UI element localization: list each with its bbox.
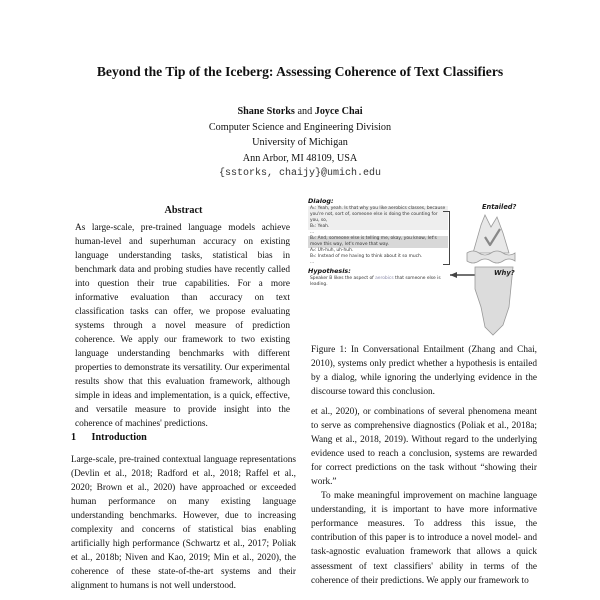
hypothesis-post: that someone else is leading. — [310, 276, 441, 287]
why-label: Why? — [494, 269, 515, 277]
paper-title: Beyond the Tip of the Iceberg: Assessing Coherence of Text Classifiers — [96, 64, 504, 79]
dialog-turn: B₃: Instead of me having to think about it so much. — [310, 254, 423, 259]
author-1: Shane Storks — [237, 106, 295, 117]
dialog-turn: A₁: Yeah, yeah. Is that why you like aerobics classes, because you're not, sort of, someone else is doing the counting for you, so, — [308, 206, 448, 224]
hypothesis-heading: Hypothesis: — [308, 267, 351, 275]
affiliation-university: University of Michigan — [252, 137, 348, 149]
right-column-body — [311, 405, 537, 588]
author-2: Joyce Chai — [314, 106, 363, 117]
dialog-turn: A₂: Uh-huh, uh-huh. — [310, 248, 354, 253]
dialog-turn: B₂: And, someone else is telling me, okay, you know, let's move this way, let's move that way. — [308, 236, 448, 248]
paragraph: To make meaningful improvement on machine language understanding, it is important to have more informative performance measures. To address this issue, the contribution of this paper is to introduce a novel model- and task-agnostic evaluation framework that allows a quick assessment of text classifiers' ability in terms of the coherence of their predictions. We apply our framework to — [311, 491, 537, 586]
figure-1 — [308, 197, 540, 332]
abstract-body: As large-scale, pre-trained language models achieve human-level and superhuman accuracy on existing language understanding tasks, statistical bias in benchmark data and probing studies have recently called into question their true capabilities. For a more informative evaluation than accuracy on text classification tasks can offer, we propose evaluating systems through a novel measure of prediction coherence. We apply our framework to two existing language understanding benchmarks with different properties to demonstrate its versatility. Our experimental results show that this evaluation framework, although simple in ideas and implementation, is a quick, effective, and versatile measure to provide insight into the coherence of machines' predictions. — [75, 223, 290, 429]
abstract-heading: Abstract — [164, 205, 203, 216]
affiliation-address: Ann Arbor, MI 48109, USA — [242, 152, 358, 164]
author-email: {sstorks, chaijy}@umich.edu — [218, 168, 382, 180]
dialog-heading: Dialog: — [308, 197, 334, 205]
dialog-ellipsis: ... — [310, 230, 315, 235]
entailed-label: Entailed? — [482, 203, 517, 211]
iceberg-icon — [433, 207, 543, 337]
section-heading-introduction — [71, 432, 147, 443]
section-title: Introduction — [91, 432, 147, 443]
hypothesis-text — [308, 276, 448, 288]
hypothesis-keyword: aerobics — [375, 276, 394, 281]
introduction-body: Large-scale, pre-trained contextual language representations (Devlin et al., 2018; Radford et al., 2018; Raffel et al., 2020; Brown et al., 2020) have approached or exceeded human performance on many existing language understanding benchmarks. However, due to increasing complexity and concerns of statistical bias enabling artificially high performance (Schwartz et al., 2017; Poliak et al., 2018b; Niven and Kao, 2019; Min et al., 2020), the coherence of these state-of-the-art systems and their alignment to humans is not well understood. — [71, 455, 296, 592]
dialog-ellipsis: ... — [310, 260, 315, 265]
author-joiner: and — [297, 106, 313, 117]
affiliation-dept: Computer Science and Engineering Division — [208, 121, 392, 133]
dialog-panel — [308, 197, 448, 288]
section-number: 1 — [71, 432, 77, 443]
hypothesis-pre: Speaker B likes the aspect of — [310, 276, 376, 281]
dialog-turn: B₁: Yeah. — [308, 224, 448, 230]
paragraph: et al., 2020), or combinations of several phenomena meant to serve as comprehensive diagnostics (Poliak et al., 2018a; Wang et al., 2018, 2019). Without regard to the underlying evidence used to reach a conclusion, systems are rewarded for correct predictions on the task without “showing their work.” — [311, 407, 537, 488]
figure-caption: Figure 1: In Conversational Entailment (Zhang and Chai, 2010), systems only predict whether a hypothesis is entailed by a dialog, while ignoring the underlying evidence in the discourse toward this conclusion. — [311, 345, 537, 397]
author-block — [0, 104, 600, 182]
author-names — [0, 104, 600, 120]
